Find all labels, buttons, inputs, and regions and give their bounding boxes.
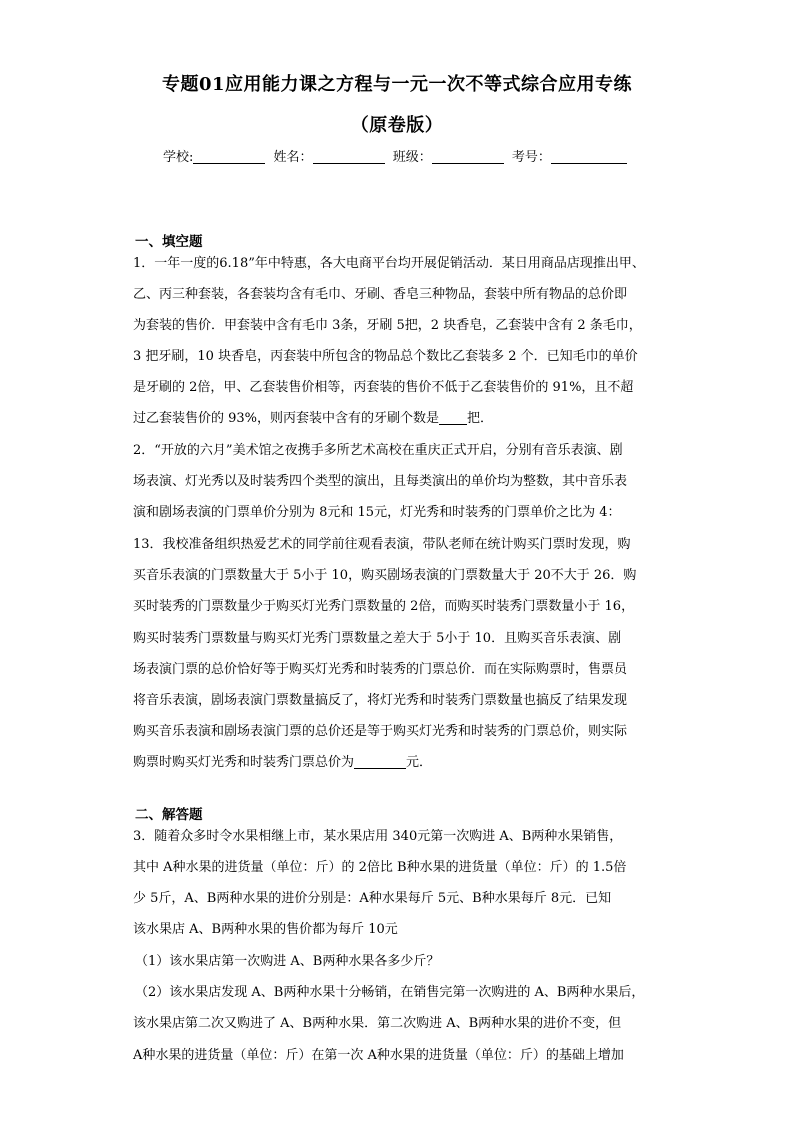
q3-line: 3．随着众多时令水果相继上市，某水果店用 340元第一次购进 A、B两种水果销售， [133,829,623,844]
q2-line: 场表演、灯光秀以及时装秀四个类型的演出，且每类演出的单价均为整数，其中音乐表 [133,474,628,489]
q2-text: 元． [406,755,433,770]
q1-line: 为套装的售价．甲套装中含有毛巾 3条，牙刷 5把，2 块香皂，乙套装中含有 2 条毛巾， [133,318,642,333]
q2-line: 购买音乐表演和剧场表演门票的总价还是等于购买灯光秀和时装秀的门票总价，则实际 [133,724,628,739]
q1-answer-blank[interactable] [439,411,467,425]
q1-line [133,411,493,427]
document-title: 专题01应用能力课之方程与一元一次不等式综合应用专练 [161,74,633,95]
q3-part2-line: 该水果店第二次又购进了 A、B两种水果．第二次购进 A、B两种水果的进价不变，但 [133,1016,622,1031]
class-field[interactable] [432,149,504,164]
q2-line: 将音乐表演，剧场表演门票数量搞反了，将灯光秀和时装秀门票数量也搞反了结果发现 [133,693,628,708]
exam-number-field[interactable] [551,149,627,164]
school-label: 学校: [163,150,194,165]
q2-line: 场表演门票的总价恰好等于购买灯光秀和时装秀的门票总价．而在实际购票时，售票员 [133,662,628,677]
school-field[interactable] [193,149,265,164]
q3-line: 其中 A种水果的进货量（单位：斤）的 2倍比 B种水果的进货量（单位：斤）的 1.5倍 [133,860,627,875]
name-label: 姓名： [273,150,313,165]
q3-part2-line: （2）该水果店发现 A、B两种水果十分畅销，在销售完第一次购进的 A、B两种水果后， [135,985,645,1000]
section-answer-heading: 二、解答题 [135,807,203,823]
q1-line: 1．一年一度的6.18”年中特惠，各大电商平台均开展促销活动．某日用商品店现推出甲、 [133,256,645,271]
q2-line: 买音乐表演的门票数量大于 5小于 10，购买剧场表演的门票数量大于 20不大于 26．购 [133,568,637,583]
q2-line: 买时装秀的门票数量少于购买灯光秀门票数量的 2倍，而购买时装秀门票数量小于 16， [133,599,635,614]
document-subtitle: （原卷版） [350,115,444,136]
q2-line: 2．“开放的六月”美术馆之夜携手多所艺术高校在重庆正式开启，分别有音乐表演、剧 [133,443,623,458]
q3-line: 少 5斤，A、B两种水果的进价分别是：A种水果每斤 5元、B种水果每斤 8元．已知 [133,891,612,906]
q1-line: 3 把牙刷，10 块香皂，丙套装中所包含的物品总个数比乙套装多 2 个．已知毛巾的单价 [133,349,638,364]
section-fill-in-heading: 一、填空题 [135,234,203,250]
q2-line [133,755,432,771]
q2-text: 购票时购买灯光秀和时装秀门票总价为 [133,755,355,770]
q2-answer-blank[interactable] [354,755,406,769]
q2-line: 演和剧场表演的门票单价分别为 8元和 15元，灯光秀和时装秀的门票单价之比为 4： [133,505,621,520]
q1-text: 把． [467,411,494,426]
q2-line: 购买时装秀门票数量与购买灯光秀门票数量之差大于 5小于 10．且购买音乐表演、剧 [133,631,622,646]
exam-number-label: 考号： [511,150,551,165]
name-field[interactable] [313,149,385,164]
q3-part1: （1）该水果店第一次购进 A、B两种水果各多少斤？ [135,954,440,969]
student-info-row [163,146,631,165]
q1-line: 乙、丙三种套装，各套装均含有毛巾、牙刷、香皂三种物品，套装中所有物品的总价即 [133,287,628,302]
q3-part2-line: A种水果的进货量（单位：斤）在第一次 A种水果的进货量（单位：斤）的基础上增加 [133,1048,624,1063]
q1-text: 过乙套装售价的 93%，则丙套装中含有的牙刷个数是 [133,411,440,426]
q3-line: 该水果店 A、B两种水果的售价都为每斤 10元 [133,922,398,937]
q2-line: 13．我校准备组织热爱艺术的同学前往观看表演，带队老师在统计购买门票时发现，购 [133,537,631,552]
class-label: 班级： [392,150,432,165]
q1-line: 是牙刷的 2倍，甲、乙套装售价相等，丙套装的售价不低于乙套装售价的 91%，且不超 [133,380,634,395]
